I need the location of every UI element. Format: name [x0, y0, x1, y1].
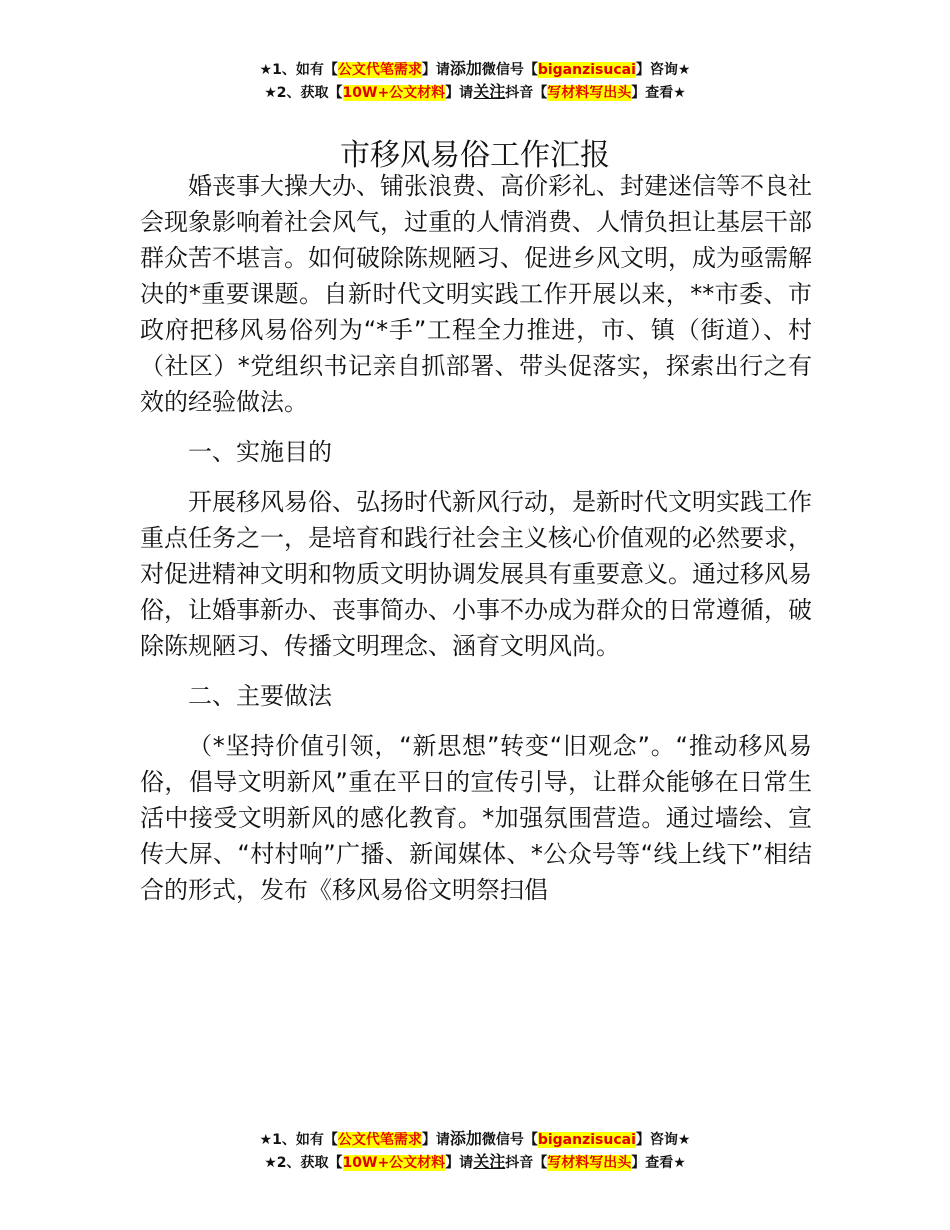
- banner-text: 】查看★: [631, 1155, 686, 1171]
- banner-highlight-materials: 10W+公文材料: [342, 1155, 446, 1171]
- paragraph-intro: 婚丧事大操大办、铺张浪费、高价彩礼、封建迷信等不良社会现象影响着社会风气，过重的人情消费、人情负担让基层干部群众苦不堪言。如何破除陈规陋习、促进乡风文明，成为亟需解决的*重要课题。自新时代文明实践工作开展以来，**市委、市政府把移风易俗列为“*手”工程全力推进，市、镇（街道）、村（社区）*党组织书记亲自抓部署、带头促落实，探索出行之有效的经验做法。: [140, 172, 812, 416]
- footer-banner: [0, 1128, 950, 1174]
- header-banner: [0, 58, 950, 104]
- banner-text: ★1、如有【: [259, 62, 338, 78]
- banner-text: ★2、获取【: [264, 1155, 343, 1171]
- banner-text: ★2、获取【: [264, 85, 343, 101]
- banner-highlight-douyin: 写材料写出头: [547, 1155, 632, 1171]
- banner-line-1: [0, 1128, 950, 1151]
- banner-text: 微信号【: [481, 1132, 538, 1148]
- document-title: 市移风易俗工作汇报: [340, 138, 610, 174]
- banner-line-1: [0, 58, 950, 81]
- banner-emphasis: 添加: [449, 59, 482, 78]
- paragraph-practices: （*坚持价值引领，“新思想”转变“旧观念”。“推动移风易俗，倡导文明新风”重在平日的宣传引导，让群众能够在日常生活中接受文明新风的感化教育。*加强氛围营造。通过墙绘、宣传大屏、“村村响”广播、新闻媒体、*公众号等“线上线下”相结合的形式，发布《移风易俗文明祭扫倡: [140, 732, 812, 904]
- banner-text: 】咨询★: [635, 1132, 691, 1148]
- banner-text: 微信号【: [481, 62, 538, 78]
- banner-highlight-wechat: biganzisucai: [537, 1132, 636, 1148]
- banner-line-2: [0, 1151, 950, 1174]
- banner-highlight-service: 公文代笔需求: [337, 62, 422, 78]
- banner-highlight-wechat: biganzisucai: [537, 62, 636, 78]
- section-heading-practices: 二、主要做法: [188, 682, 332, 710]
- banner-text: 】咨询★: [635, 62, 691, 78]
- banner-text: 抖音【: [505, 1155, 548, 1171]
- banner-text: 】查看★: [631, 85, 686, 101]
- banner-highlight-materials: 10W+公文材料: [342, 85, 446, 101]
- banner-highlight-douyin: 写材料写出头: [547, 85, 632, 101]
- document-body: [140, 168, 812, 922]
- banner-emphasis: 关注: [473, 1152, 506, 1171]
- banner-line-2: [0, 81, 950, 104]
- banner-emphasis: 添加: [449, 1129, 482, 1148]
- banner-text: 】请: [421, 62, 450, 78]
- banner-text: 抖音【: [505, 85, 548, 101]
- paragraph-purpose: 开展移风易俗、弘扬时代新风行动，是新时代文明实践工作重点任务之一，是培育和践行社会主义核心价值观的必然要求，对促进精神文明和物质文明协调发展具有重要意义。通过移风易俗，让婚事新办、丧事简办、小事不办成为群众的日常遵循，破除陈规陋习、传播文明理念、涵育文明风尚。: [140, 488, 812, 660]
- banner-text: 】请: [445, 1155, 474, 1171]
- banner-text: 】请: [445, 85, 474, 101]
- section-heading-purpose: 一、实施目的: [188, 438, 332, 466]
- banner-emphasis: 关注: [473, 82, 506, 101]
- banner-highlight-service: 公文代笔需求: [337, 1132, 422, 1148]
- banner-text: ★1、如有【: [259, 1132, 338, 1148]
- banner-text: 】请: [421, 1132, 450, 1148]
